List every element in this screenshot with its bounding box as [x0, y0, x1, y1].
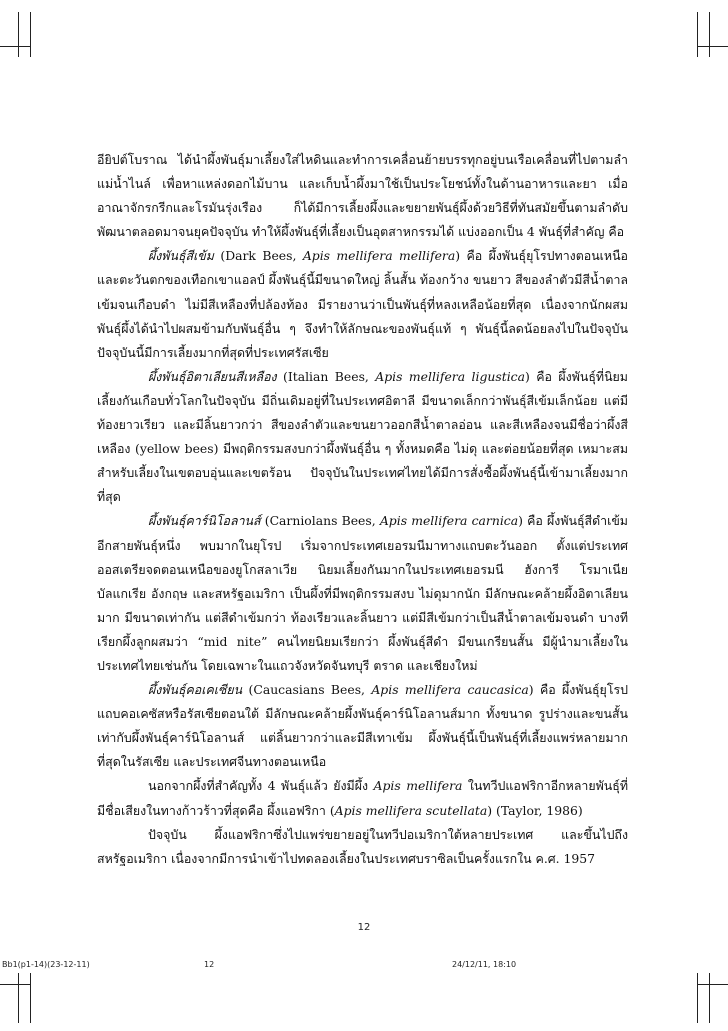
african-sci1: Apis mellifera [373, 778, 463, 794]
dark-bees-sci: Apis mellifera mellifera [302, 248, 456, 264]
crop-mark-bottom-left-v [18, 973, 19, 1023]
carniolan-bees-sci: Apis mellifera carnica [379, 513, 519, 529]
african-lead: นอกจากผึ้งที่สำคัญทั้ง 4 พันธุ์แล้ว ยังมีผึ้ง [148, 778, 374, 794]
caucasian-bees-text: ) คือ ผึ้งพันธุ์ยุโรปแถบคอเคซัสหรือรัสเซียตอนใต้ มีลักษณะคล้ายผึ้งพันธุ์คาร์นิโอลานส์มาก ทั้งขนาด รูปร่างและขนสั้นเท่ากับผึ้งพันธุ์คาร์นิโอลานส์ แต่ลิ้นยาวกว่าและมีสีเทาเข้ม ผึ้งพันธุ์นี้เป็นพันธุ์ที่เลี้ยงแพร่หลายมากที่สุดในรัสเซีย และประเทศจีนทางตอนเหนือ [97, 682, 628, 770]
carniolan-bees-name: ผึ้งพันธุ์คาร์นิโอลานส์ [148, 513, 261, 529]
dark-bees-text: ) คือ ผึ้งพันธุ์ยุโรปทางตอนเหนือและตะวันตกของเทือกเขาแอลป์ ผึ้งพันธุ์นี้มีขนาดใหญ่ ลิ้นสั้น ท้องกว้าง ขนยาว สีของลำตัวมีสีน้ำตาลเข้มจนเกือบดำ ไม่มีสีเหลืองที่ปล้องท้อง มีรายงานว่าเป็นพันธุ์ที่หลงเหลือน้อยที่สุด เนื่องจากนักผสมพันธุ์ผึ้งได้นำไปผสมข้ามกับพันธุ์อื่น ๆ จึงทำให้ลักษณะของพันธุ์แท้ ๆ พันธุ์นี้ลดน้อยลงไปในปัจจุบัน ปัจจุบันนี้มีการเลี้ยงมากที่สุดที่ประเทศรัสเซีย [97, 248, 628, 360]
italian-bees-text: ) คือ ผึ้งพันธุ์ที่นิยมเลี้ยงกันเกือบทั่วโลกในปัจจุบัน มีถิ่นเดิมอยู่ที่ในประเทศอิตาลี มีขนาดเล็กกว่าพันธุ์สีเข้มเล็กน้อย แต่มีท้องยาวเรียว และมีลิ้นยาวกว่า สีของลำตัวและขนยาวออกสีน้ำตาลอ่อน และสีเหลืองจนมีชื่อว่าผึ้งสีเหลือง (yellow bees) มีพฤติกรรมสงบกว่าผึ้งพันธุ์อื่น ๆ ทั้งหมดคือ ไม่ดุ และต่อยน้อยที่สุด เหมาะสมสำหรับเลี้ยงในเขตอบอุ่นและเขตร้อน ปัจจุบันในประเทศไทยได้มีการสั่งซื้อผึ้งพันธุ์นี้เข้ามาเลี้ยงมากที่สุด [97, 368, 628, 505]
crop-mark-bottom-left-h [0, 984, 30, 985]
intro-paragraph: อียิปต์โบราณ ได้นำผึ้งพันธุ์มาเลี้ยงใส่ไหดินและทำการเคลื่อนย้ายบรรทุกอยู่บนเรือเคลื่อนที่ไปตามลำแม่น้ำไนล์ เพื่อหาแหล่งดอกไม้บาน และเก็บน้ำผึ้งมาใช้เป็นประโยชน์ทั้งในด้านอาหารและยา เมื่ออาณาจักรกรีกและโรมันรุ่งเรือง ก็ได้มีการเลี้ยงผึ้งและขยายพันธุ์ผึ้งด้วยวิธีที่ทันสมัยขึ้นตามลำดับ พัฒนาตลอดมาจนยุคปัจจุบัน ทำให้ผึ้งพันธุ์ที่เลี้ยงเป็นอุตสาหกรรมได้ แบ่งออกเป็น 4 พันธุ์ที่สำคัญ คือ [97, 152, 628, 240]
african-mid: ในทวีปแอฟริกาอีกหลายพันธุ์ที่มีชื่อเสียงในทางก้าวร้าวที่สุดคือ ผึ้งแอฟริกา ( [97, 778, 629, 818]
crop-mark-bottom-right-v [697, 973, 698, 1023]
crop-mark-bottom-right-h [697, 984, 728, 985]
dark-bees-paragraph [97, 244, 628, 364]
caucasian-bees-paragraph [97, 678, 628, 774]
page-number: 12 [357, 922, 371, 933]
crop-mark-bottom-right-v2 [709, 973, 710, 1023]
african-tail: ) (Taylor, 1986) [487, 802, 583, 818]
present-paragraph: ปัจจุบัน ผึ้งแอฟริกาซึ่งไปแพร่ขยายอยู่ในทวีปอเมริกาใต้หลายประเทศ และขึ้นไปถึงสหรัฐอเมริกา เนื่องจากมีการนำเข้าไปทดลองเลี้ยงในประเทศบราซิลเป็นครั้งแรกใน ค.ศ. 1957 [97, 826, 628, 866]
caucasian-bees-name: ผึ้งพันธุ์คอเคเซียน [148, 682, 243, 698]
italian-bees-paragraph [97, 365, 628, 510]
footer-file: Bb1(p1-14)(23-12-11) [2, 960, 90, 969]
dark-bees-name: ผึ้งพันธุ์สีเข้ม [148, 248, 214, 264]
carniolan-bees-text: ) คือ ผึ้งพันธุ์สีดำเข้มอีกสายพันธุ์หนึ่ง พบมากในยุโรป เริ่มจากประเทศเยอรมนีมาทางแถบตะวันออก ตั้งแต่ประเทศออสเตรียจดตอนเหนือของยูโกสลาเวีย นิยมเลี้ยงกันมากในประเทศเยอรมนี ฮังการี โรมาเนีย บัลแกเรีย อังกฤษ และสหรัฐอเมริกา เป็นผึ้งที่มีพฤติกรรมสงบ ไม่ดุมากนัก มีลักษณะคล้ายผึ้งอิตาเลียนมาก มีขนาดเท่ากัน แต่สีดำเข้มกว่า ท้องเรียวและลิ้นยาว แต่มีสีเข้มกว่าเป็นสีน้ำตาลเข้มจนดำ บางทีเรียกผึ้งลูกผสมว่า “mid nite” คนไทยนิยมเรียกว่า ผึ้งพันธุ์สีดำ มีขนเกรียนสั้น มีผู้นำมาเลี้ยงในประเทศไทยเช่นกัน โดยเฉพาะในแถวจังหวัดจันทบุรี ตราด และเชียงใหม่ [97, 513, 628, 673]
carniolan-bees-common: (Carniolans Bees, [260, 513, 380, 529]
caucasian-bees-sci: Apis mellifera caucasica [371, 682, 529, 698]
crop-mark-top-right-v [697, 12, 698, 57]
crop-mark-bottom-left-v2 [30, 973, 31, 1023]
carniolan-bees-paragraph [97, 509, 628, 678]
italian-bees-sci: Apis mellifera ligustica [375, 368, 525, 384]
italian-bees-name: ผึ้งพันธุ์อิตาเลียนสีเหลือง [148, 368, 277, 384]
italian-bees-common: (Italian Bees, [276, 368, 376, 384]
body-text [97, 148, 628, 871]
crop-mark-top-left-v2 [30, 12, 31, 57]
crop-mark-top-right-h [697, 46, 728, 47]
crop-mark-top-left-h [0, 46, 30, 47]
dark-bees-common: (Dark Bees, [213, 248, 303, 264]
african-bees-paragraph [97, 774, 628, 822]
crop-mark-top-left-v [18, 12, 19, 57]
crop-mark-top-right-v2 [709, 12, 710, 57]
footer-page: 12 [204, 960, 215, 969]
caucasian-bees-common: (Caucasians Bees, [242, 682, 372, 698]
footer-stamp: 24/12/11, 18:10 [452, 960, 517, 969]
african-sci2: Apis mellifera scutellata [334, 802, 488, 818]
